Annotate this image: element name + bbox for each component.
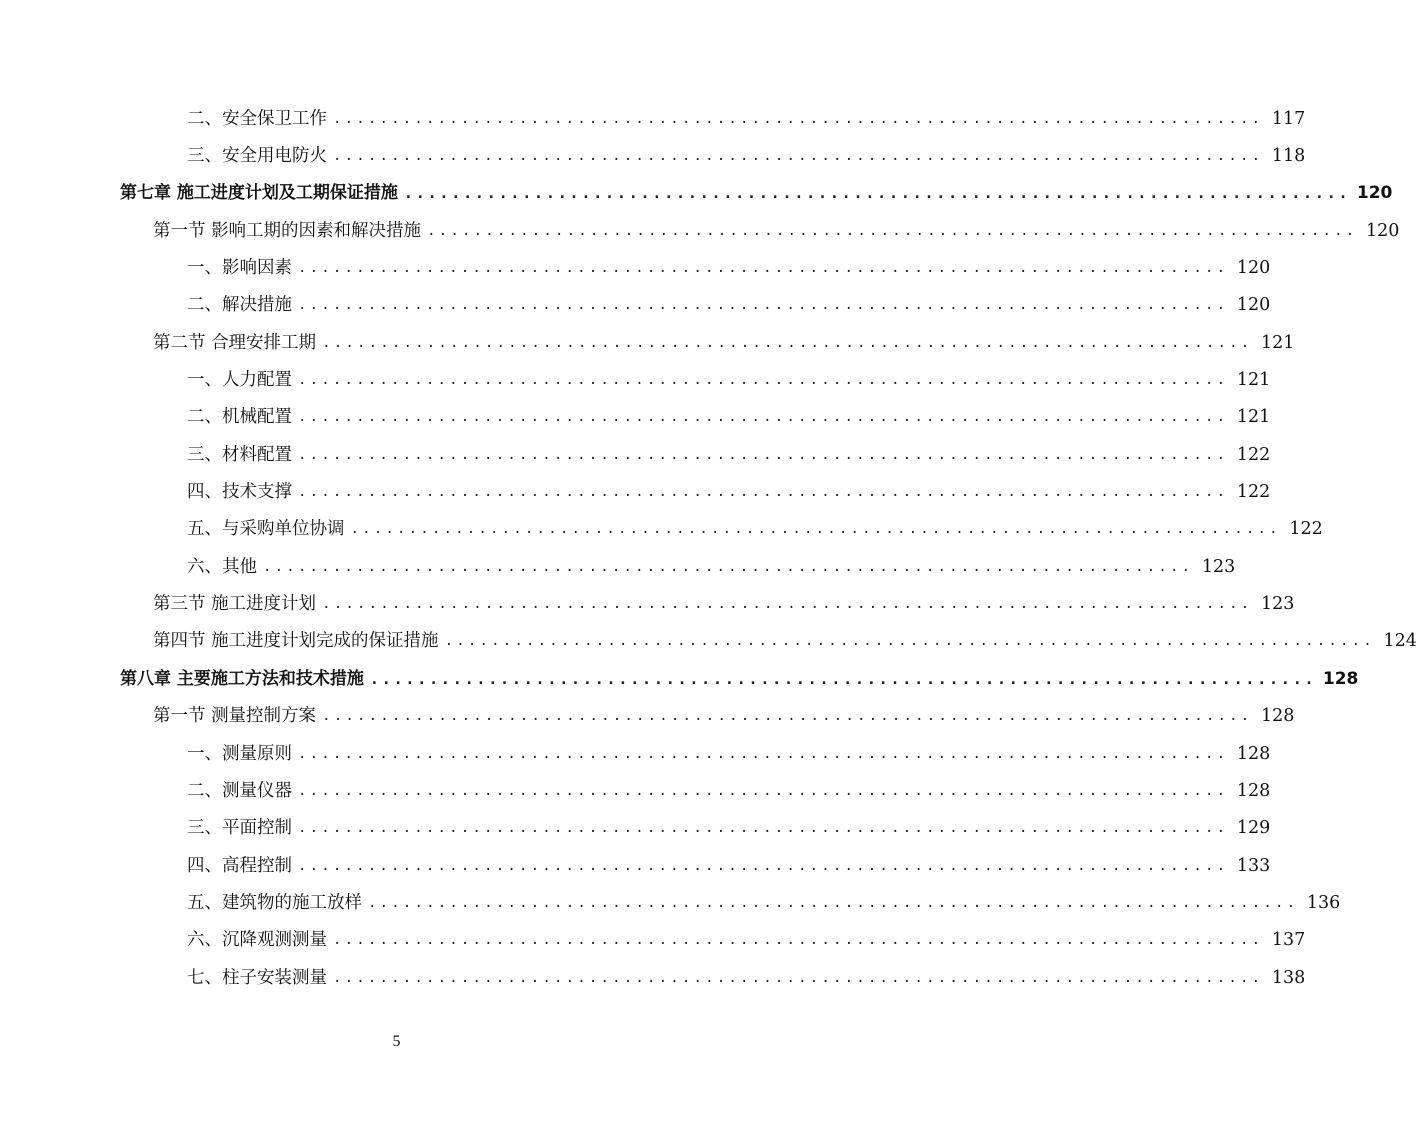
toc-dot-leader: ................................................................................ <box>298 297 1229 314</box>
toc-dot-leader: ................................................................................ <box>369 669 1317 688</box>
toc-entry-title: 一、人力配置 <box>187 370 292 391</box>
toc-entry-page: 137 <box>1271 930 1306 951</box>
toc-entry-title: 五、与采购单位协调 <box>187 519 345 540</box>
toc-entry-page: 120 <box>1236 258 1271 279</box>
toc-dot-leader: ................................................................................ <box>298 409 1229 426</box>
toc-chapter-entry[interactable] <box>0 660 1359 697</box>
toc-entry-page: 122 <box>1289 519 1323 540</box>
toc-entry-page: 124 <box>1383 631 1417 652</box>
toc-dot-leader: ................................................................................ <box>322 334 1253 351</box>
toc-subsection-entry[interactable] <box>0 884 1341 921</box>
toc-entry-page: 117 <box>1271 108 1306 129</box>
toc-dot-leader: ................................................................................ <box>333 932 1264 949</box>
table-of-contents <box>0 100 1417 996</box>
toc-entry-title: 四、技术支撑 <box>187 482 292 503</box>
toc-entry-title: 一、测量原则 <box>187 743 292 764</box>
toc-section-entry[interactable] <box>0 324 1295 361</box>
toc-entry-title: 三、材料配置 <box>187 444 292 465</box>
toc-dot-leader: ................................................................................ <box>403 184 1351 203</box>
toc-dot-leader: ................................................................................ <box>368 894 1299 911</box>
toc-entry-title: 三、平面控制 <box>187 818 292 839</box>
toc-section-entry[interactable] <box>0 585 1295 622</box>
toc-entry-title: 二、安全保卫工作 <box>187 108 327 129</box>
toc-dot-leader: ................................................................................ <box>298 260 1229 277</box>
toc-subsection-entry[interactable] <box>0 399 1271 436</box>
toc-subsection-entry[interactable] <box>0 922 1306 959</box>
toc-entry-title: 第八章 主要施工方法和技术措施 <box>120 668 364 689</box>
toc-entry-title: 四、高程控制 <box>187 855 292 876</box>
toc-entry-page: 128 <box>1236 780 1271 801</box>
toc-subsection-entry[interactable] <box>0 735 1271 772</box>
toc-dot-leader: ................................................................................ <box>322 708 1253 725</box>
toc-entry-title: 第三节 施工进度计划 <box>153 594 317 615</box>
toc-entry-page: 120 <box>1356 183 1393 204</box>
toc-dot-leader: ................................................................................ <box>333 969 1264 986</box>
toc-subsection-entry[interactable] <box>0 548 1236 585</box>
toc-section-entry[interactable] <box>0 212 1400 249</box>
toc-subsection-entry[interactable] <box>0 511 1323 548</box>
toc-subsection-entry[interactable] <box>0 847 1271 884</box>
toc-section-entry[interactable] <box>0 623 1417 660</box>
toc-entry-title: 第七章 施工进度计划及工期保证措施 <box>120 183 398 204</box>
toc-entry-page: 128 <box>1236 743 1271 764</box>
toc-entry-page: 129 <box>1236 818 1271 839</box>
toc-dot-leader: ................................................................................ <box>322 596 1253 613</box>
toc-entry-page: 121 <box>1236 370 1271 391</box>
toc-dot-leader: ................................................................................ <box>298 857 1229 874</box>
toc-entry-page: 120 <box>1365 220 1400 241</box>
toc-entry-page: 123 <box>1260 594 1295 615</box>
toc-entry-title: 第二节 合理安排工期 <box>153 332 317 353</box>
toc-dot-leader: ................................................................................ <box>333 148 1264 165</box>
toc-subsection-entry[interactable] <box>0 137 1306 174</box>
toc-subsection-entry[interactable] <box>0 810 1271 847</box>
toc-entry-page: 138 <box>1271 967 1306 988</box>
toc-dot-leader: ................................................................................ <box>350 521 1281 538</box>
toc-subsection-entry[interactable] <box>0 959 1306 996</box>
toc-entry-title: 二、机械配置 <box>187 407 292 428</box>
toc-entry-title: 第一节 影响工期的因素和解决措施 <box>153 220 422 241</box>
toc-subsection-entry[interactable] <box>0 436 1271 473</box>
toc-subsection-entry[interactable] <box>0 249 1271 286</box>
toc-entry-title: 二、测量仪器 <box>187 780 292 801</box>
toc-dot-leader: ................................................................................ <box>444 633 1375 650</box>
toc-entry-page: 122 <box>1236 444 1271 465</box>
toc-entry-title: 六、其他 <box>187 556 257 577</box>
toc-entry-page: 128 <box>1260 706 1295 727</box>
toc-dot-leader: ................................................................................ <box>298 446 1229 463</box>
toc-entry-page: 121 <box>1236 407 1271 428</box>
toc-dot-leader: ................................................................................ <box>333 110 1264 127</box>
toc-entry-page: 123 <box>1201 556 1236 577</box>
toc-entry-title: 二、解决措施 <box>187 295 292 316</box>
toc-entry-page: 121 <box>1260 332 1295 353</box>
toc-dot-leader: ................................................................................ <box>298 484 1229 501</box>
toc-entry-title: 第一节 测量控制方案 <box>153 706 317 727</box>
toc-dot-leader: ................................................................................ <box>298 745 1229 762</box>
toc-entry-page: 120 <box>1236 295 1271 316</box>
toc-subsection-entry[interactable] <box>0 100 1306 137</box>
toc-entry-page: 118 <box>1271 146 1306 167</box>
toc-subsection-entry[interactable] <box>0 287 1271 324</box>
toc-entry-page: 133 <box>1236 855 1271 876</box>
toc-entry-title: 一、影响因素 <box>187 258 292 279</box>
toc-entry-title: 第四节 施工进度计划完成的保证措施 <box>153 631 439 652</box>
toc-section-entry[interactable] <box>0 698 1295 735</box>
toc-subsection-entry[interactable] <box>0 361 1271 398</box>
toc-dot-leader: ................................................................................ <box>298 372 1229 389</box>
toc-dot-leader: ................................................................................ <box>427 222 1358 239</box>
toc-entry-page: 122 <box>1236 482 1271 503</box>
toc-entry-title: 五、建筑物的施工放样 <box>187 892 362 913</box>
toc-dot-leader: ................................................................................ <box>298 820 1229 837</box>
toc-chapter-entry[interactable] <box>0 175 1393 212</box>
toc-entry-title: 三、安全用电防火 <box>187 146 327 167</box>
toc-subsection-entry[interactable] <box>0 473 1271 510</box>
toc-entry-page: 136 <box>1306 892 1341 913</box>
toc-subsection-entry[interactable] <box>0 772 1271 809</box>
toc-entry-page: 128 <box>1322 668 1359 689</box>
toc-dot-leader: ................................................................................ <box>298 782 1229 799</box>
page-number: 5 <box>392 1033 401 1050</box>
toc-dot-leader: ................................................................................ <box>263 558 1194 575</box>
toc-entry-title: 七、柱子安装测量 <box>187 967 327 988</box>
toc-entry-title: 六、沉降观测测量 <box>187 930 327 951</box>
